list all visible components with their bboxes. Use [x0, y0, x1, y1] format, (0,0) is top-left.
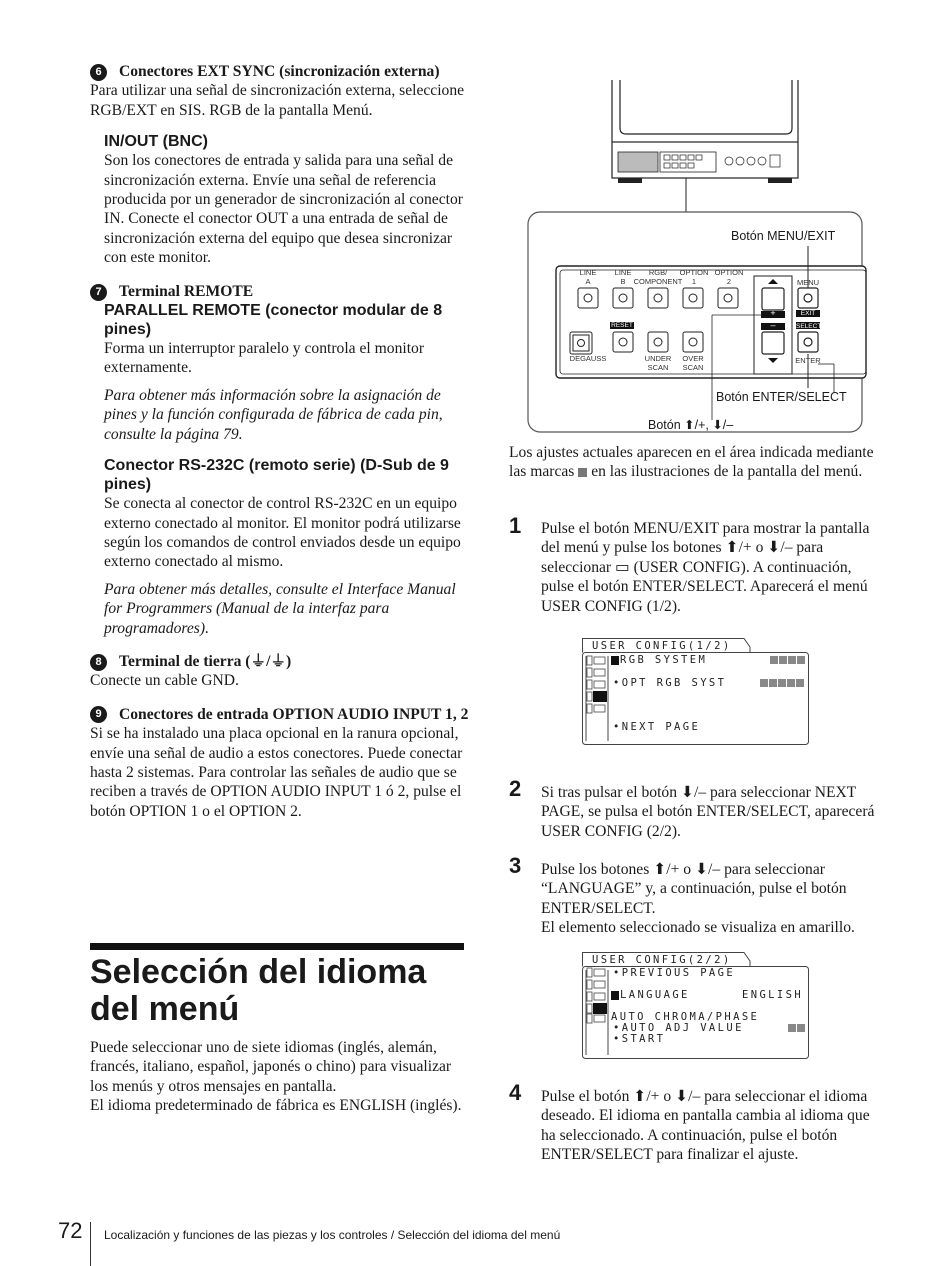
- footer-divider: [90, 1222, 91, 1266]
- menu-1-tab: USER CONFIG(1/2): [592, 640, 732, 652]
- section-9-body: Si se ha instalado una placa opcional en la ranura opcional, envíe una señal de audio a estos conectores. Puede conectar hasta 2 sistemas. Para controlar las señales de audio que se reciben a través de OPTION AUDIO INPUT 1 ó 2, pulse el botón OPTION 1 o el OPTION 2.: [90, 725, 463, 820]
- btn-degauss-label: DEGAUSS: [569, 354, 607, 363]
- number-badge: 8: [90, 654, 107, 671]
- rs232c-heading: Conector RS-232C (remoto serie) (D-Sub de 9 pines): [104, 457, 449, 494]
- btn-menu-label: MENU: [796, 278, 820, 287]
- step-4-number: 4: [509, 1080, 522, 1105]
- label-enter-select: Botón ENTER/SELECT: [716, 390, 847, 404]
- section-body-1: Puede seleccionar uno de siete idiomas (inglés, alemán, francés, italiano, español, japonés o chino) para visualizar los menús y otros mensajes en pantalla.: [90, 1039, 452, 1095]
- in-out-heading: IN/OUT (BNC): [104, 133, 208, 151]
- marker-square-icon: [578, 468, 587, 477]
- menu-2-tab: USER CONFIG(2/2): [592, 954, 732, 966]
- section-8-body: Conecte un cable GND.: [90, 672, 239, 690]
- section-9-title: Conectores de entrada OPTION AUDIO INPUT 1, 2: [119, 705, 469, 723]
- btn-underscan-label: UNDER SCAN: [644, 354, 672, 372]
- section-8-title: Terminal de tierra (⏚/⏚): [119, 652, 292, 670]
- rs232c-note: Para obtener más detalles, consulte el Interface Manual for Programmers (Manual de la interfaz para programadores).: [104, 580, 456, 637]
- step-3-text-a: Pulse los botones ⬆/+ o ⬇/– para seleccionar “LANGUAGE” y, a continuación, pulse el botón ENTER/SELECT.: [541, 861, 847, 917]
- step-3-text-b: El elemento seleccionado se visualiza en amarillo.: [541, 919, 855, 937]
- section-6: [90, 62, 470, 81]
- menu-2-line-4: •AUTO ADJ VALUE: [613, 1022, 744, 1034]
- number-badge: 7: [90, 284, 107, 301]
- footer-text: Localización y funciones de las piezas y los controles / Selección del idioma del menú: [104, 1228, 561, 1242]
- step-4-text: Pulse el botón ⬆/+ o ⬇/– para seleccionar el idioma deseado. El idioma en pantalla cambia al idioma que ha seleccionado. A continuación, pulse el botón ENTER/SELECT para finalizar el ajuste.: [541, 1088, 870, 1164]
- step-2-number: 2: [509, 776, 522, 801]
- btn-enter-label: ENTER: [795, 356, 821, 365]
- left-column: [90, 62, 470, 821]
- btn-reset-label: RESET: [611, 322, 633, 329]
- section-intro: [90, 1038, 470, 1116]
- menu-2-line-2-value: ENGLISH: [742, 989, 804, 1001]
- section-rule: [90, 943, 464, 950]
- btn-option1-label: OPTION 1: [679, 268, 709, 286]
- menu-screen-2: [582, 951, 809, 1059]
- btn-rgb-label: RGB/ COMPONENT: [633, 268, 683, 286]
- section-6-body: Para utilizar una señal de sincronización externa, seleccione RGB/EXT en SIS. RGB de la pantalla Menú.: [90, 82, 465, 119]
- btn-option2-label: OPTION 2: [714, 268, 744, 286]
- menu-screen-1: [582, 637, 809, 745]
- intro-text-a: Los ajustes actuales aparecen en el área indicada mediante las marcas: [509, 444, 874, 481]
- rs232c-body: Se conecta al conector de control RS-232C en un equipo externo conectado al monitor. El monitor podrá utilizarse según los comandos de control enviados desde un equipo externo conectado al mismo.: [104, 495, 461, 571]
- btn-exit-label: EXIT: [800, 310, 816, 317]
- number-badge: 6: [90, 64, 107, 81]
- btn-select-label: SELECT: [796, 323, 822, 330]
- step-3-number: 3: [509, 853, 522, 878]
- parallel-remote-note: Para obtener más información sobre la asignación de pines y la función configurada de fábrica de cada pin, consulte la página 79.: [104, 386, 443, 443]
- control-panel-diagram: [500, 60, 880, 440]
- step-3-text: [541, 860, 886, 938]
- menu-2-line-2: LANGUAGE: [620, 989, 690, 1001]
- section-7: [90, 282, 470, 301]
- btn-line-b-label: LINE B: [614, 268, 632, 286]
- monitor-illustration: [612, 80, 798, 212]
- in-out-body: Son los conectores de entrada y salida para una señal de sincronización externa. Envíe una señal de referencia producida por un generador de sincronización al conector IN. Conecte el conector OUT a una entrada de señal de sincronización externa del equipo que desea sincronizar con este monitor.: [104, 152, 463, 267]
- intro-text-b: en las ilustraciones de la pantalla del menú.: [591, 463, 863, 481]
- section-header: [90, 954, 470, 1028]
- section-9: [90, 705, 470, 724]
- menu-2-line-1: •PREVIOUS PAGE: [613, 967, 736, 979]
- step-1-text: Pulse el botón MENU/EXIT para mostrar la pantalla del menú y pulse los botones ⬆/+ o ⬇/– para seleccionar ▭ (USER CONFIG). A continuación, pulse el botón ENTER/SELECT. Aparecerá el menú USER CONFIG (1/2).: [541, 520, 870, 615]
- menu-2-line-3: AUTO CHROMA/PHASE: [611, 1011, 760, 1023]
- parallel-remote-body: Forma un interruptor paralelo y controla el monitor externamente.: [104, 340, 425, 377]
- step-1-number: 1: [509, 513, 522, 538]
- menu-2-line-5: •START: [613, 1033, 666, 1045]
- label-menu-exit: Botón MENU/EXIT: [731, 229, 836, 243]
- btn-overscan-label: OVER SCAN: [682, 354, 704, 372]
- intro-paragraph: [509, 443, 894, 482]
- section-8: [90, 652, 470, 671]
- section-6-title: Conectores EXT SYNC (sincronización externa): [119, 63, 440, 80]
- menu-1-line-2: •OPT RGB SYST: [613, 677, 727, 689]
- page-number: 72: [58, 1218, 83, 1243]
- btn-plus-label: +: [770, 308, 776, 318]
- number-badge: 9: [90, 706, 107, 723]
- btn-minus-label: –: [770, 320, 776, 330]
- parallel-remote-heading: PARALLEL REMOTE (conector modular de 8 pines): [104, 302, 443, 339]
- menu-1-line-3: •NEXT PAGE: [613, 721, 701, 733]
- section-7-title: Terminal REMOTE: [119, 282, 254, 300]
- section-title: Selección del idioma del menú: [90, 953, 427, 1028]
- step-2-text: Si tras pulsar el botón ⬇/– para seleccionar NEXT PAGE, se pulsa el botón ENTER/SELECT, aparecerá USER CONFIG (2/2).: [541, 784, 875, 840]
- label-updown-buttons: Botón ⬆/+, ⬇/–: [648, 418, 734, 432]
- section-body-2: El idioma predeterminado de fábrica es ENGLISH (inglés).: [90, 1097, 462, 1115]
- menu-1-line-1: RGB SYSTEM: [620, 654, 708, 666]
- btn-line-a-label: LINE A: [579, 268, 597, 286]
